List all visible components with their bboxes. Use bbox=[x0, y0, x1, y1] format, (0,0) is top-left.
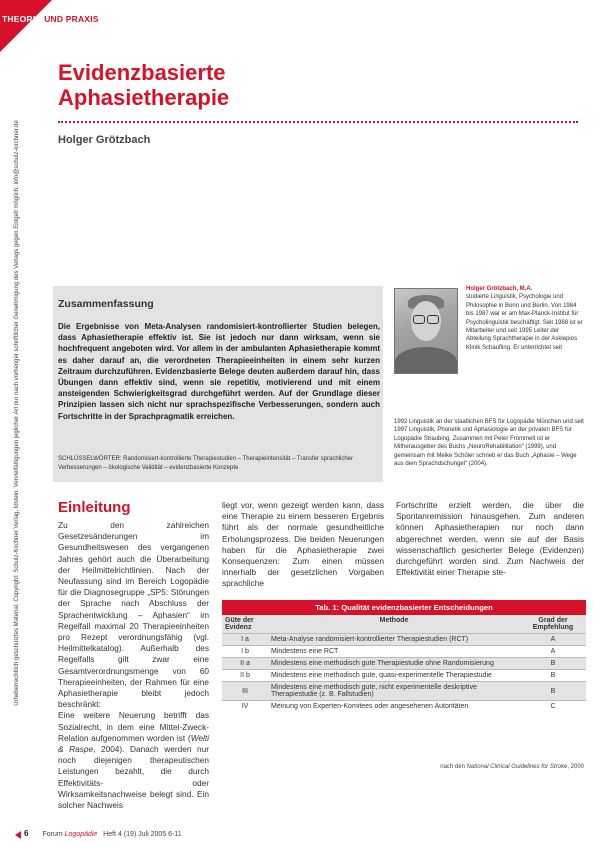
author-bio-top bbox=[466, 285, 584, 352]
title-line-1: Evidenzbasierte bbox=[58, 60, 226, 85]
header-recommendation: Grad der Empfehlung bbox=[520, 615, 586, 634]
title-line-2: Aphasietherapie bbox=[58, 85, 230, 110]
intro-paragraph-2: Eine weitere Neuerung betrifft das Sozialrecht, in dem eine Mittel-Zweck-Relation aufgenommen worden ist (Welti & Raspe, 2004). Danach werden nur noch diejenigen therapeutischen Leistungen bezahlt, die durch Effektivitäts- oder Wirksamkeitsnachweise belegt sind. Ein solcher Nachweis bbox=[58, 710, 209, 811]
text-column-1 bbox=[58, 520, 209, 830]
cell-method: Meta-Analyse randomisiert-kontrollierter Therapiestudien (RCT) bbox=[268, 634, 520, 646]
page-arrow-icon bbox=[15, 831, 21, 839]
section-heading-intro: Einleitung bbox=[58, 499, 131, 516]
cell-recommendation: A bbox=[520, 634, 586, 646]
abstract-heading: Zusammenfassung bbox=[58, 298, 154, 310]
page-footer bbox=[24, 829, 182, 838]
table-row bbox=[222, 634, 586, 646]
cell-grade: I a bbox=[222, 634, 268, 646]
cell-method: Mindestens eine RCT bbox=[268, 646, 520, 658]
page-number: 6 bbox=[24, 829, 29, 838]
footer-issue: Heft 4 (19) Juli 2005 6-11 bbox=[103, 831, 182, 838]
author-bio-text-top: studierte Linguistik, Psychologie und Philosophie in Bonn und Berlin. Von 1984 bis 1987 war er am Max-Planck-Institut für Psycholinguistik beschäftigt. Seit 1988 ist er Mitarbeiter und seit 1995 Leiter der Abteilung Sprachtherapie in der Asklepios Klinik Schaufling. Er unterrichtet seit bbox=[466, 294, 583, 351]
author-bio-text-bottom: 1992 Linguistik an der staatlichen BFS für Logopädie München und seit 1997 Linguistik, Phonetik und Aphasiologie an der privaten BFS für Logopädie Straubing. Zusammen mit Peter Frommelt ist er Mitherausgeber des Buchs „NeuroRehabilitation“ (1999), und gemeinsam mit Meike Schöler schrieb er das Buch „Aphasie – Wege aus dem Sprachdschungel“ (2004). bbox=[394, 419, 584, 468]
cell-method: Mindestens eine methodisch gute, nicht experimentelle deskriptive Therapiestudie (z. B. Fallstudien) bbox=[268, 682, 520, 701]
section-label bbox=[2, 14, 99, 24]
cell-method: Meinung von Experten-Komitees oder angesehenen Autoritäten bbox=[268, 701, 520, 713]
abstract-box bbox=[53, 286, 383, 482]
table-row bbox=[222, 646, 586, 658]
cell-recommendation: C bbox=[520, 701, 586, 713]
table-row bbox=[222, 701, 586, 713]
article-title bbox=[58, 60, 458, 110]
article-author: Holger Grötzbach bbox=[58, 134, 151, 146]
table-source: nach den National Clinical Guidelines for Stroke, 2000 bbox=[440, 764, 584, 770]
text-column-3 bbox=[396, 500, 584, 578]
table-caption: Tab. 1: Qualität evidenzbasierter Entscheidungen bbox=[222, 600, 586, 615]
cell-method: Mindestens eine methodisch gute, quasi-experimentelle Therapiestudie bbox=[268, 670, 520, 682]
header-method: Methode bbox=[268, 615, 520, 634]
keywords: SCHLÜSSELWÖRTER: Randomisiert-kontrollierte Therapiestudien – Therapieintensität – Transfer sprachlicher Verbesserungen – ökologische Validität – evidenzbasierte Konzepte bbox=[58, 456, 354, 471]
cell-grade: II b bbox=[222, 670, 268, 682]
cell-recommendation: A bbox=[520, 646, 586, 658]
cell-grade: II a bbox=[222, 658, 268, 670]
intro-paragraph-1: Zu den zahlreichen Gesetzesänderungen im Gesundheitswesen des vergangenen Jahres gehört auch die Überarbeitung der Heilmittelrichtlinien. Nach der Neufassung sind im Bereich Logopädie für die Diagnosegruppe „SP5: Störungen der Sprache nach Abschluss der Sprachentwicklung – Aphasien“ im Regelfall maximal 20 Therapieeinheiten pro Rezept verordnungsfähig (vgl. Heilmittelkatalog). Außerhalb des Regelfalls gilt zwar eine Gesamtverordnungsmenge von 60 Therapieeinheiten, der Rahmen für eine Aphasietherapie bleibt jedoch beschränkt: bbox=[58, 520, 209, 710]
header-grade: Güte der Evidenz bbox=[222, 615, 268, 634]
cell-method: Mindestens eine methodisch gute Therapiestudie ohne Randomisierung bbox=[268, 658, 520, 670]
section-label-practice: UND PRAXIS bbox=[44, 14, 99, 24]
table-row bbox=[222, 670, 586, 682]
intro-paragraph-4: Fortschritte erzielt werden, die über die Spontanremission hinausgehen. Zum anderen können Aphasietherapien nur noch dann abgerechnet werden, wenn sie auf der Basis wissenschaftlich gesicherter Belege (Evidenzen) durchgeführt worden sind. Zum Nachweis der Effektivität einer Therapie ste- bbox=[396, 500, 584, 578]
copyright-notice: Urheberrechtlich geschütztes Material. Copyright: Schulz-Kirchner Verlag, Idstein. Vervielfältigungen jeglicher Art nur nach vorheriger schriftlicher Genehmigung des Verlags gegen Entgelt möglich. info@schulz-kirchner.de bbox=[14, 120, 20, 706]
table-row bbox=[222, 658, 586, 670]
cell-grade: III bbox=[222, 682, 268, 701]
author-bio-name: Holger Grötzbach, M.A. bbox=[466, 286, 533, 292]
intro-paragraph-3: liegt vor, wenn gezeigt werden kann, dass eine Therapie zu einem besseren Ergebnis führt als der normale gesundheitliche Erholungsprozess. Die beiden Neuerungen haben für die Aphasietherapie zwei Konsequenzen: Zum einen müssen innerhalb der gesetzlichen Vorgaben sprachliche bbox=[222, 500, 384, 589]
footer-magazine: Logopädie bbox=[64, 831, 98, 838]
cell-grade: IV bbox=[222, 701, 268, 713]
section-label-theory: THEORIE bbox=[2, 14, 42, 24]
table-header-row bbox=[222, 615, 586, 634]
evidence-table bbox=[222, 600, 586, 712]
footer-forum: Forum bbox=[42, 831, 65, 838]
author-photo bbox=[394, 288, 458, 374]
corner-accent bbox=[0, 0, 52, 52]
text-column-2 bbox=[222, 500, 384, 590]
cell-recommendation: B bbox=[520, 670, 586, 682]
cell-recommendation: B bbox=[520, 682, 586, 701]
table-row bbox=[222, 682, 586, 701]
citation: Welti & Raspe bbox=[58, 732, 209, 755]
cell-recommendation: B bbox=[520, 658, 586, 670]
abstract-text: Die Ergebnisse von Meta-Analysen randomisiert-kontrollierter Studien belegen, dass Aphasietherapie effektiv ist. Sie ist jedoch nur dann wirksam, wenn sie hochfrequent angeboten wird. Vor allem in der ambulanten Aphasietherapie kommt es daher darauf an, die verordneten Therapieeinheiten in einem sehr kurzen Zeitraum durchzuführen. Evidenzbasierte Belege deuten außerdem darauf hin, dass Übungen dann effektiv sind, wenn sie repetitiv, motivierend und mit einem ansteigenden Schwierigkeitsgrad durchgeführt werden. Auf der Grundlage dieser Prinzipien lassen sich nicht nur sprachspezifische Verbesserungen, sondern auch Fortschritte in der Sprachpragmatik erreichen. bbox=[58, 322, 380, 421]
cell-grade: I b bbox=[222, 646, 268, 658]
dotted-divider bbox=[58, 121, 578, 123]
